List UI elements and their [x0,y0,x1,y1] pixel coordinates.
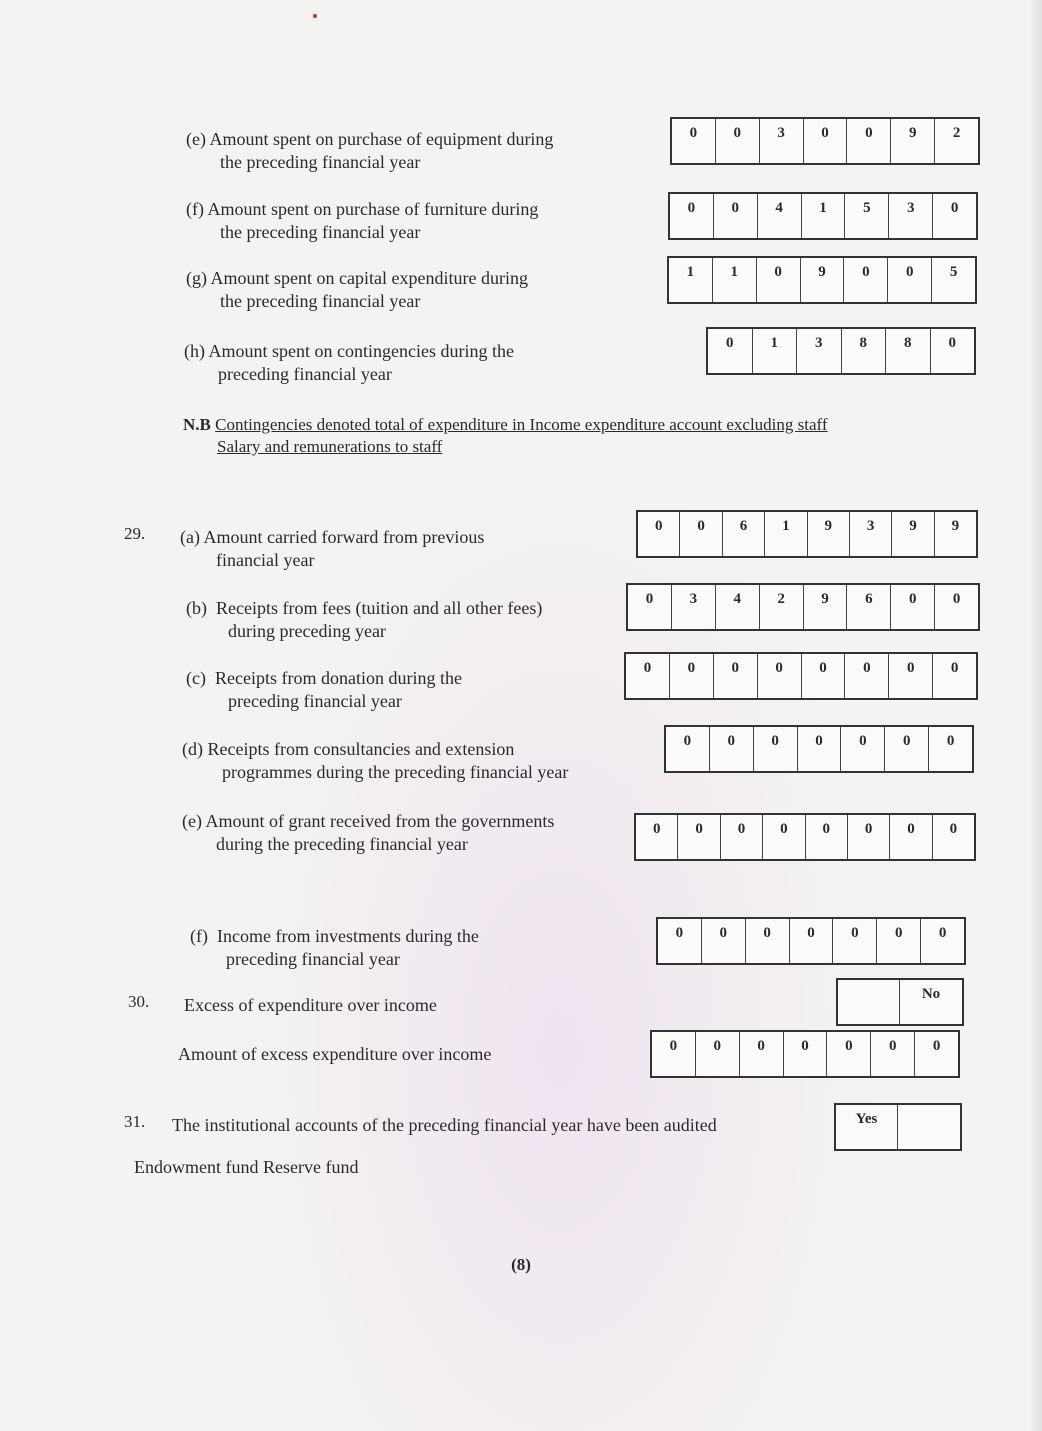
question-29-number: 29. [124,524,146,543]
nb-note: N.B Contingencies denoted total of expenditure in Income expenditure account excluding staff Salary and remunerations to staff [183,415,828,456]
no-box[interactable] [898,1105,960,1149]
digit-box[interactable]: 9 [801,258,845,302]
digit-box[interactable]: 0 [746,919,790,963]
item-29e-label: (e) Amount of grant received from the governments during the preceding financial year [182,811,555,854]
item-29f-label: (f) Income from investments during the preceding financial year [190,926,479,969]
item-29b-label: (b) Receipts from fees (tuition and all other fees) during preceding year [186,598,543,641]
question-31-label: The institutional accounts of the preceding financial year have been audited [172,1115,717,1135]
digit-box[interactable]: 0 [763,815,805,859]
digit-box[interactable]: 4 [716,585,760,629]
digit-box[interactable]: 0 [628,585,672,629]
yes-box[interactable]: Yes [836,1105,898,1149]
item-28f-label: (f) Amount spent on purchase of furniture during the preceding financial year [186,199,539,242]
digit-box[interactable]: 0 [841,727,885,771]
digit-box[interactable]: 0 [716,119,760,163]
digit-box[interactable]: 0 [946,733,955,749]
digit-box[interactable]: 0 [891,585,935,629]
digit-box[interactable]: 0 [845,654,889,698]
yes-box[interactable] [838,980,900,1024]
digit-box[interactable]: 1 [802,194,846,238]
digit-box[interactable]: 0 [666,727,710,771]
item-28g-label: (g) Amount spent on capital expenditure during the preceding financial year [186,268,528,311]
item-29b-digit-boxes[interactable] [626,583,980,631]
digit-box[interactable]: 3 [760,119,804,163]
question-30-yes-no[interactable] [836,978,964,1026]
item-29a-label: (a) Amount carried forward from previous financial year [180,527,485,570]
endowment-label: Endowment fund Reserve fund [134,1157,359,1177]
page-number: (8) [511,1255,531,1274]
digit-box[interactable]: 1 [753,329,798,373]
item-28g-digit-boxes[interactable] [667,256,977,304]
question-30-label: Excess of expenditure over income [184,995,437,1015]
digit-box[interactable]: 2 [760,585,804,629]
digit-box[interactable]: 0 [696,1032,740,1076]
digit-box[interactable]: 5 [845,194,889,238]
question-31-yes-no[interactable] [834,1103,962,1151]
digit-box[interactable]: 0 [802,654,846,698]
item-29d-digit-boxes[interactable] [664,725,974,773]
digit-box[interactable]: 0 [871,1032,915,1076]
digit-box[interactable]: 9 [804,585,848,629]
digit-box[interactable]: 0 [798,727,842,771]
item-28h-digit-boxes[interactable] [706,327,976,375]
digit-box[interactable]: 0 [740,1032,784,1076]
item-29c-label: (c) Receipts from donation during the preceding financial year [186,668,462,711]
item-29c-digit-boxes[interactable] [624,652,978,700]
digit-box[interactable]: 0 [678,815,720,859]
item-29f-digit-boxes[interactable] [656,917,966,965]
digit-box[interactable]: 0 [652,1032,696,1076]
digit-box[interactable]: 0 [888,258,932,302]
item-28e-label: (e) Amount spent on purchase of equipment during the preceding financial year [186,129,554,172]
digit-box[interactable]: 0 [670,654,714,698]
item-28e-digit-boxes[interactable] [670,117,980,165]
digit-box[interactable]: 0 [784,1032,828,1076]
digit-box[interactable]: 0 [672,119,716,163]
digit-box[interactable]: 8 [886,329,931,373]
digit-box[interactable]: 0 [889,654,933,698]
digit-box[interactable]: 0 [877,919,921,963]
digit-box[interactable]: 0 [950,200,959,216]
item-29a-digit-boxes[interactable] [636,510,978,558]
digit-box[interactable]: 0 [952,591,961,607]
item-29e-digit-boxes[interactable] [634,813,976,861]
digit-box[interactable]: 0 [804,119,848,163]
digit-box[interactable]: 6 [723,512,765,556]
digit-box[interactable]: 0 [710,727,754,771]
no-box[interactable]: No [921,986,941,1002]
digit-box[interactable]: 0 [658,919,702,963]
digit-box[interactable]: 0 [708,329,753,373]
digit-box[interactable]: 0 [833,919,877,963]
digit-box[interactable]: 0 [714,654,758,698]
digit-box[interactable]: 0 [827,1032,871,1076]
digit-box[interactable]: 0 [757,258,801,302]
digit-box[interactable]: 1 [765,512,807,556]
digit-box[interactable]: 0 [938,925,947,941]
digit-box[interactable]: 0 [721,815,763,859]
digit-box[interactable]: 3 [889,194,933,238]
digit-box[interactable]: 0 [806,815,848,859]
digit-box[interactable]: 9 [891,119,935,163]
digit-box[interactable]: 0 [932,1038,941,1054]
item-28f-digit-boxes[interactable] [668,192,978,240]
digit-box[interactable]: 0 [885,727,929,771]
digit-box[interactable]: 0 [758,654,802,698]
digit-box[interactable]: 6 [847,585,891,629]
digit-box[interactable]: 0 [636,815,678,859]
digit-box[interactable]: 0 [847,119,891,163]
digit-box[interactable]: 9 [951,518,960,534]
digit-box[interactable]: 0 [638,512,680,556]
digit-box[interactable]: 9 [892,512,934,556]
digit-box[interactable]: 0 [702,919,746,963]
excess-amount-digit-boxes[interactable] [650,1030,960,1078]
question-31-number: 31. [124,1112,146,1131]
digit-box[interactable]: 3 [797,329,842,373]
ink-dot [313,14,317,18]
digit-box[interactable]: 9 [808,512,850,556]
digit-box[interactable]: 0 [754,727,798,771]
digit-box[interactable]: 0 [844,258,888,302]
item-28h-label: (h) Amount spent on contingencies during the preceding financial year [184,341,514,384]
question-30-number: 30. [128,992,150,1011]
digit-box[interactable]: 4 [758,194,802,238]
digit-box[interactable]: 0 [948,335,956,351]
digit-box[interactable]: 0 [680,512,722,556]
digit-box[interactable]: 2 [952,125,961,141]
digit-box[interactable]: 0 [890,815,932,859]
digit-box[interactable]: 5 [949,264,958,280]
digit-box[interactable]: 0 [949,821,958,837]
digit-box[interactable]: 1 [669,258,713,302]
digit-box[interactable]: 0 [950,660,959,676]
excess-amount-label: Amount of excess expenditure over income [178,1044,492,1064]
digit-box[interactable]: 0 [714,194,758,238]
digit-box[interactable]: 0 [848,815,890,859]
digit-box[interactable]: 3 [850,512,892,556]
digit-box[interactable]: 0 [626,654,670,698]
item-29d-label: (d) Receipts from consultancies and extension programmes during the preceding financial year [182,739,569,782]
digit-box[interactable]: 3 [672,585,716,629]
digit-box[interactable]: 8 [842,329,887,373]
digit-box[interactable]: 0 [670,194,714,238]
digit-box[interactable]: 1 [713,258,757,302]
digit-box[interactable]: 0 [790,919,834,963]
